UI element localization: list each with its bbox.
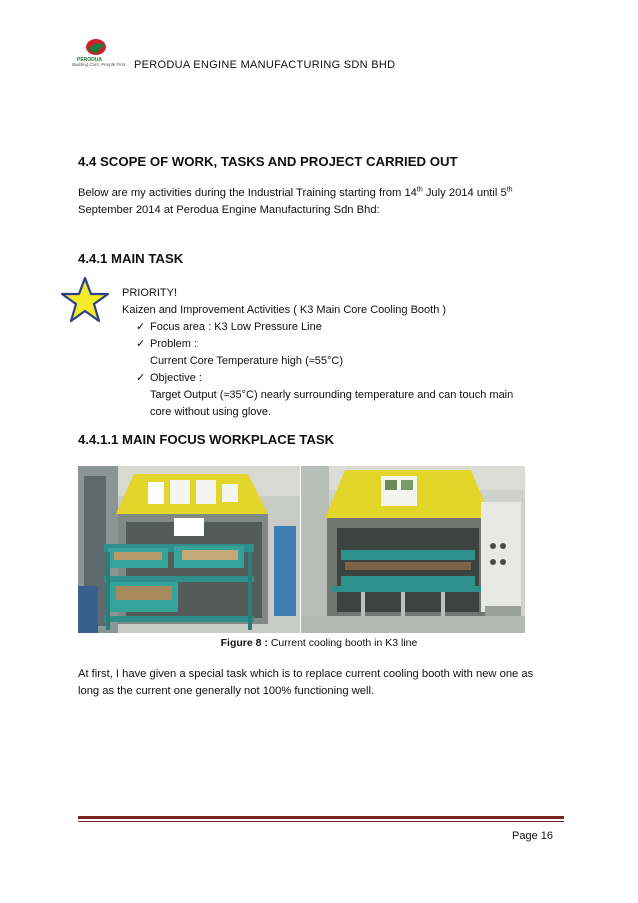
cooling-booth-photo-left: [78, 466, 300, 633]
page-number: Page 16: [512, 830, 553, 842]
checkmark-icon: ✓: [136, 321, 146, 333]
bullet-focus-area: [136, 319, 322, 336]
bullet-detail: core without using glove.: [150, 406, 272, 418]
closing-line-1: At first, I have given a special task which is to replace current cooling booth with new one as: [78, 668, 534, 680]
closing-line-2: long as the current one generally not 100% functioning well.: [78, 685, 375, 697]
svg-text:PERODUA: PERODUA: [77, 57, 103, 63]
bullet-label: Problem :: [150, 338, 198, 350]
logo-tagline: Building Cars. People First.: [72, 62, 127, 67]
bullet-detail: Target Output (≈35°C) nearly surrounding temperature and can touch main: [150, 389, 514, 401]
footer-rule-thick: [78, 816, 564, 819]
intro-text-a: Below are my activities during the Industrial Training starting from 14: [78, 187, 417, 199]
cooling-booth-photo-right: [301, 466, 525, 633]
priority-label: PRIORITY!: [122, 287, 178, 299]
intro-text-c: September 2014 at Perodua Engine Manufacturing Sdn Bhd:: [78, 204, 380, 216]
bullet-problem: [136, 336, 343, 370]
bullet-label: Objective :: [150, 372, 202, 384]
intro-text-b: July 2014 until 5: [422, 187, 507, 199]
section-4-4-1-title: 4.4.1 MAIN TASK: [78, 251, 184, 266]
star-icon: [60, 276, 110, 324]
closing-paragraph: [78, 666, 568, 700]
figure-text: Current cooling booth in K3 line: [267, 637, 418, 649]
section-4-4-title: 4.4 SCOPE OF WORK, TASKS AND PROJECT CARRIED OUT: [78, 154, 458, 169]
bullet-detail: Current Core Temperature high (≈55°C): [150, 355, 344, 367]
intro-sup-2: th: [506, 186, 513, 194]
figure-label: Figure 8 :: [220, 637, 268, 649]
figure-caption: [0, 637, 638, 649]
header-company-name: PERODUA ENGINE MANUFACTURING SDN BHD: [134, 59, 396, 71]
checkmark-icon: ✓: [136, 372, 146, 384]
footer-rule-thin: [78, 821, 564, 822]
intro-paragraph: [78, 185, 568, 219]
intro-sup-1: th: [416, 186, 423, 194]
section-4-4-1-1-title: 4.4.1.1 MAIN FOCUS WORKPLACE TASK: [78, 432, 335, 447]
checkmark-icon: ✓: [136, 338, 146, 350]
bullet-objective: [136, 370, 513, 421]
kaizen-line: Kaizen and Improvement Activities ( K3 Main Core Cooling Booth ): [122, 304, 447, 316]
bullet-label: Focus area : K3 Low Pressure Line: [150, 321, 322, 333]
